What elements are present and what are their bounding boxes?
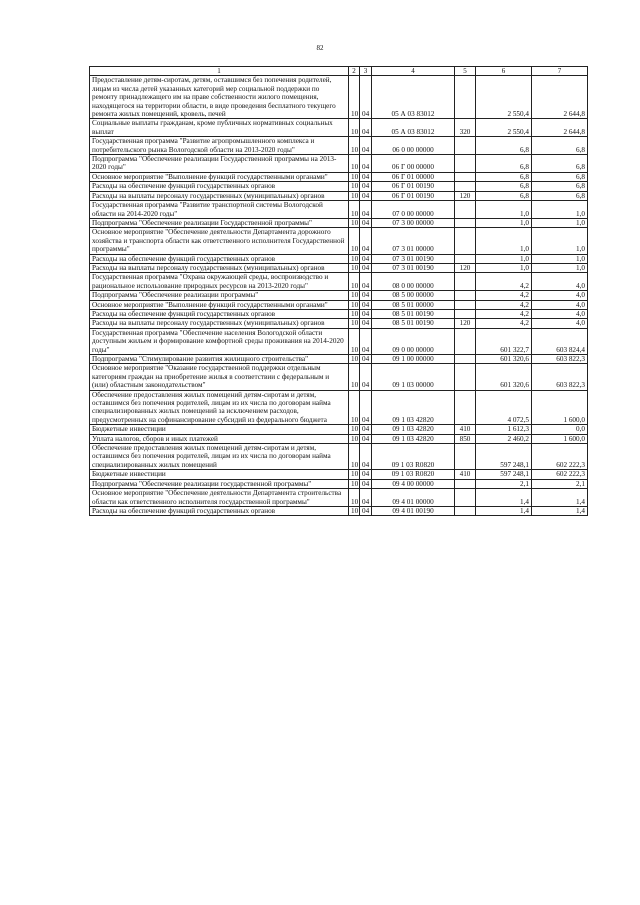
column-header: 7 xyxy=(532,67,588,76)
table-row xyxy=(90,119,588,137)
amount-year1-cell: 1 612,3 xyxy=(476,425,532,434)
row-name-cell: Обеспечение предоставления жилых помещений детям-сиротам и детям, оставшимся без попечения родителей, лицам из их числа по договорам найма специализированных жилых помещений xyxy=(90,444,349,470)
target-article-cell: 06 Г 01 00190 xyxy=(372,182,455,191)
amount-year2-cell: 1 600,0 xyxy=(532,434,588,443)
row-name-cell: Государственная программа "Развитие агропромышленного комплекса и потребительского рынка Вологодской области на 2013-2020 годы" xyxy=(90,137,349,155)
expense-type-cell: 120 xyxy=(455,191,476,200)
expense-type-cell xyxy=(455,155,476,173)
subsection-code-cell: 04 xyxy=(360,172,372,181)
section-code-cell: 10 xyxy=(349,172,360,181)
section-code-cell: 10 xyxy=(349,263,360,272)
table-row xyxy=(90,291,588,300)
amount-year1-cell: 597 248,1 xyxy=(476,470,532,479)
amount-year2-cell: 602 222,3 xyxy=(532,470,588,479)
row-name-cell: Обеспечение предоставления жилых помещений детям-сиротам и детям, оставшимся без попечения родителей, лицам из их числа по договорам найма специализированных жилых помещений за исключением расходов, предусмотренных на софинансирование субсидий из федерального бюджета xyxy=(90,390,349,425)
target-article-cell: 09 1 03 42820 xyxy=(372,434,455,443)
subsection-code-cell: 04 xyxy=(360,328,372,354)
amount-year1-cell: 4 072,5 xyxy=(476,390,532,425)
table-row xyxy=(90,425,588,434)
row-name-cell: Бюджетные инвестиции xyxy=(90,470,349,479)
target-article-cell: 09 1 03 42820 xyxy=(372,390,455,425)
amount-year1-cell: 2,1 xyxy=(476,479,532,488)
section-code-cell: 10 xyxy=(349,444,360,470)
row-name-cell: Государственная программа "Развитие транспортной системы Вологодской области на 2014-2020 годы" xyxy=(90,201,349,219)
target-article-cell: 07 3 00 00000 xyxy=(372,218,455,227)
amount-year1-cell: 601 320,6 xyxy=(476,364,532,390)
row-name-cell: Предоставление детям-сиротам, детям, оставшимся без попечения родителей, лицам из числа детей указанных категорий мер социальной поддержки по ремонту принадлежащего им на праве собственности жилого помещения, находящегося на территории области, в виде проведения бесплатного текущего ремонта жилых помещений, кровель, печей xyxy=(90,76,349,119)
expense-type-cell xyxy=(455,489,476,507)
amount-year1-cell: 4,2 xyxy=(476,319,532,328)
table-body xyxy=(90,76,588,516)
row-name-cell: Расходы на выплаты персоналу государственных (муниципальных) органов xyxy=(90,191,349,200)
expense-type-cell: 410 xyxy=(455,470,476,479)
target-article-cell: 09 4 00 00000 xyxy=(372,479,455,488)
section-code-cell: 10 xyxy=(349,201,360,219)
row-name-cell: Государственная программа "Обеспечение населения Вологодской области доступным жильем и формирование комфортной среды проживания на 2014-2020 годы" xyxy=(90,328,349,354)
expense-type-cell xyxy=(455,309,476,318)
expense-type-cell xyxy=(455,254,476,263)
subsection-code-cell: 04 xyxy=(360,273,372,291)
amount-year2-cell: 1,4 xyxy=(532,506,588,515)
subsection-code-cell: 04 xyxy=(360,182,372,191)
amount-year2-cell: 6,8 xyxy=(532,172,588,181)
row-name-cell: Уплата налогов, сборов и иных платежей xyxy=(90,434,349,443)
section-code-cell: 10 xyxy=(349,76,360,119)
amount-year1-cell: 601 322,7 xyxy=(476,328,532,354)
column-header: 5 xyxy=(455,67,476,76)
amount-year1-cell: 1,0 xyxy=(476,254,532,263)
target-article-cell: 09 1 00 00000 xyxy=(372,355,455,364)
section-code-cell: 10 xyxy=(349,300,360,309)
expense-type-cell xyxy=(455,201,476,219)
amount-year2-cell: 1,0 xyxy=(532,201,588,219)
target-article-cell: 08 5 01 00190 xyxy=(372,319,455,328)
target-article-cell: 07 3 01 00000 xyxy=(372,228,455,254)
target-article-cell: 09 1 03 R0820 xyxy=(372,470,455,479)
section-code-cell: 10 xyxy=(349,119,360,137)
expense-type-cell: 120 xyxy=(455,263,476,272)
table-row xyxy=(90,76,588,119)
table-row xyxy=(90,319,588,328)
amount-year2-cell: 603 824,4 xyxy=(532,328,588,354)
section-code-cell: 10 xyxy=(349,425,360,434)
target-article-cell: 09 0 00 00000 xyxy=(372,328,455,354)
expense-type-cell: 410 xyxy=(455,425,476,434)
subsection-code-cell: 04 xyxy=(360,319,372,328)
expense-type-cell: 120 xyxy=(455,319,476,328)
row-name-cell: Основное мероприятие "Обеспечение деятельности Департамента дорожного хозяйства и транспорта области как ответственного исполнителя Государственной программы" xyxy=(90,228,349,254)
expense-type-cell xyxy=(455,300,476,309)
table-row xyxy=(90,300,588,309)
subsection-code-cell: 04 xyxy=(360,364,372,390)
subsection-code-cell: 04 xyxy=(360,218,372,227)
section-code-cell: 10 xyxy=(349,364,360,390)
amount-year1-cell: 1,0 xyxy=(476,228,532,254)
row-name-cell: Основное мероприятие "Оказание государственной поддержки отдельным категориям граждан на приобретение жилья в соответствии с федеральным и (или) областным законодательством" xyxy=(90,364,349,390)
expense-type-cell xyxy=(455,172,476,181)
amount-year2-cell: 1,0 xyxy=(532,218,588,227)
section-code-cell: 10 xyxy=(349,182,360,191)
table-row xyxy=(90,137,588,155)
budget-table xyxy=(89,66,588,516)
amount-year1-cell: 1,0 xyxy=(476,263,532,272)
table-row xyxy=(90,470,588,479)
table-row xyxy=(90,355,588,364)
subsection-code-cell: 04 xyxy=(360,155,372,173)
section-code-cell: 10 xyxy=(349,137,360,155)
target-article-cell: 08 5 01 00000 xyxy=(372,300,455,309)
amount-year2-cell: 6,8 xyxy=(532,137,588,155)
section-code-cell: 10 xyxy=(349,470,360,479)
amount-year1-cell: 6,8 xyxy=(476,155,532,173)
table-row xyxy=(90,489,588,507)
table-row xyxy=(90,479,588,488)
amount-year1-cell: 4,2 xyxy=(476,291,532,300)
amount-year2-cell: 603 822,3 xyxy=(532,355,588,364)
row-name-cell: Бюджетные инвестиции xyxy=(90,425,349,434)
target-article-cell: 09 1 03 00000 xyxy=(372,364,455,390)
expense-type-cell xyxy=(455,479,476,488)
row-name-cell: Основное мероприятие "Выполнение функций государственными органами" xyxy=(90,300,349,309)
expense-type-cell xyxy=(455,228,476,254)
section-code-cell: 10 xyxy=(349,228,360,254)
expense-type-cell xyxy=(455,506,476,515)
expense-type-cell xyxy=(455,218,476,227)
table-header-row xyxy=(90,67,588,76)
row-name-cell: Расходы на обеспечение функций государственных органов xyxy=(90,182,349,191)
target-article-cell: 09 1 03 42820 xyxy=(372,425,455,434)
amount-year1-cell: 1,0 xyxy=(476,201,532,219)
expense-type-cell xyxy=(455,390,476,425)
subsection-code-cell: 04 xyxy=(360,291,372,300)
amount-year2-cell: 1,0 xyxy=(532,254,588,263)
section-code-cell: 10 xyxy=(349,273,360,291)
amount-year2-cell: 0,0 xyxy=(532,425,588,434)
column-header: 2 xyxy=(349,67,360,76)
expense-type-cell xyxy=(455,355,476,364)
table-row xyxy=(90,506,588,515)
column-header: 4 xyxy=(372,67,455,76)
amount-year2-cell: 1 600,0 xyxy=(532,390,588,425)
row-name-cell: Подпрограмма "Обеспечение реализации программы" xyxy=(90,291,349,300)
section-code-cell: 10 xyxy=(349,218,360,227)
subsection-code-cell: 04 xyxy=(360,506,372,515)
amount-year1-cell: 6,8 xyxy=(476,182,532,191)
amount-year1-cell: 4,2 xyxy=(476,300,532,309)
row-name-cell: Расходы на обеспечение функций государственных органов xyxy=(90,506,349,515)
amount-year2-cell: 2,1 xyxy=(532,479,588,488)
expense-type-cell xyxy=(455,291,476,300)
subsection-code-cell: 04 xyxy=(360,309,372,318)
row-name-cell: Расходы на обеспечение функций государственных органов xyxy=(90,254,349,263)
amount-year2-cell: 602 222,3 xyxy=(532,444,588,470)
section-code-cell: 10 xyxy=(349,506,360,515)
subsection-code-cell: 04 xyxy=(360,254,372,263)
table-row xyxy=(90,182,588,191)
target-article-cell: 05 А 03 83012 xyxy=(372,119,455,137)
target-article-cell: 07 0 00 00000 xyxy=(372,201,455,219)
target-article-cell: 06 Г 00 00000 xyxy=(372,155,455,173)
section-code-cell: 10 xyxy=(349,355,360,364)
amount-year2-cell: 4,0 xyxy=(532,291,588,300)
table-row xyxy=(90,254,588,263)
section-code-cell: 10 xyxy=(349,390,360,425)
column-header: 6 xyxy=(476,67,532,76)
row-name-cell: Социальные выплаты гражданам, кроме публичных нормативных социальных выплат xyxy=(90,119,349,137)
subsection-code-cell: 04 xyxy=(360,434,372,443)
page-number: 82 xyxy=(316,44,324,52)
amount-year2-cell: 6,8 xyxy=(532,191,588,200)
row-name-cell: Основное мероприятие "Выполнение функций государственными органами" xyxy=(90,172,349,181)
subsection-code-cell: 04 xyxy=(360,444,372,470)
target-article-cell: 06 Г 01 00190 xyxy=(372,191,455,200)
expense-type-cell xyxy=(455,76,476,119)
expense-type-cell xyxy=(455,273,476,291)
subsection-code-cell: 04 xyxy=(360,201,372,219)
table-row xyxy=(90,155,588,173)
row-name-cell: Подпрограмма "Стимулирование развития жилищного строительства" xyxy=(90,355,349,364)
section-code-cell: 10 xyxy=(349,155,360,173)
section-code-cell: 10 xyxy=(349,309,360,318)
row-name-cell: Расходы на выплаты персоналу государственных (муниципальных) органов xyxy=(90,263,349,272)
amount-year1-cell: 2 460,2 xyxy=(476,434,532,443)
expense-type-cell xyxy=(455,182,476,191)
target-article-cell: 05 А 03 83012 xyxy=(372,76,455,119)
column-header: 3 xyxy=(360,67,372,76)
subsection-code-cell: 04 xyxy=(360,263,372,272)
expense-type-cell xyxy=(455,137,476,155)
subsection-code-cell: 04 xyxy=(360,300,372,309)
subsection-code-cell: 04 xyxy=(360,390,372,425)
amount-year2-cell: 603 822,3 xyxy=(532,364,588,390)
target-article-cell: 08 0 00 00000 xyxy=(372,273,455,291)
row-name-cell: Государственная программа "Охрана окружающей среды, воспроизводство и рациональное использование природных ресурсов на 2013-2020 годы" xyxy=(90,273,349,291)
expense-type-cell xyxy=(455,364,476,390)
amount-year2-cell: 4,0 xyxy=(532,273,588,291)
subsection-code-cell: 04 xyxy=(360,470,372,479)
table-row xyxy=(90,172,588,181)
expense-type-cell xyxy=(455,444,476,470)
amount-year1-cell: 6,8 xyxy=(476,172,532,181)
table-row xyxy=(90,228,588,254)
section-code-cell: 10 xyxy=(349,319,360,328)
table-row xyxy=(90,328,588,354)
amount-year2-cell: 1,0 xyxy=(532,228,588,254)
section-code-cell: 10 xyxy=(349,479,360,488)
target-article-cell: 09 4 01 00190 xyxy=(372,506,455,515)
subsection-code-cell: 04 xyxy=(360,489,372,507)
target-article-cell: 09 4 01 00000 xyxy=(372,489,455,507)
table-row xyxy=(90,444,588,470)
table-row xyxy=(90,273,588,291)
row-name-cell: Расходы на обеспечение функций государственных органов xyxy=(90,309,349,318)
expense-type-cell: 850 xyxy=(455,434,476,443)
table-row xyxy=(90,191,588,200)
target-article-cell: 08 5 01 00190 xyxy=(372,309,455,318)
subsection-code-cell: 04 xyxy=(360,425,372,434)
column-header: 1 xyxy=(90,67,349,76)
row-name-cell: Подпрограмма "Обеспечение реализации Государственной программы" xyxy=(90,218,349,227)
table-row xyxy=(90,201,588,219)
amount-year1-cell: 601 320,6 xyxy=(476,355,532,364)
expense-type-cell xyxy=(455,328,476,354)
section-code-cell: 10 xyxy=(349,434,360,443)
amount-year1-cell: 6,8 xyxy=(476,191,532,200)
amount-year2-cell: 2 644,8 xyxy=(532,76,588,119)
row-name-cell: Подпрограмма "Обеспечение реализации Государственной программы на 2013-2020 годы" xyxy=(90,155,349,173)
section-code-cell: 10 xyxy=(349,291,360,300)
table-row xyxy=(90,434,588,443)
table-row xyxy=(90,263,588,272)
amount-year1-cell: 2 550,4 xyxy=(476,119,532,137)
amount-year1-cell: 597 248,1 xyxy=(476,444,532,470)
amount-year2-cell: 6,8 xyxy=(532,182,588,191)
row-name-cell: Подпрограмма "Обеспечение реализации государственной программы" xyxy=(90,479,349,488)
subsection-code-cell: 04 xyxy=(360,479,372,488)
subsection-code-cell: 04 xyxy=(360,119,372,137)
amount-year2-cell: 4,0 xyxy=(532,319,588,328)
section-code-cell: 10 xyxy=(349,328,360,354)
target-article-cell: 09 1 03 R0820 xyxy=(372,444,455,470)
amount-year1-cell: 1,4 xyxy=(476,506,532,515)
section-code-cell: 10 xyxy=(349,489,360,507)
subsection-code-cell: 04 xyxy=(360,355,372,364)
section-code-cell: 10 xyxy=(349,254,360,263)
subsection-code-cell: 04 xyxy=(360,191,372,200)
table-row xyxy=(90,390,588,425)
table-row xyxy=(90,364,588,390)
row-name-cell: Основное мероприятие "Обеспечение деятельности Департамента строительства области как ответственного исполнителя государственной программы" xyxy=(90,489,349,507)
target-article-cell: 06 0 00 00000 xyxy=(372,137,455,155)
subsection-code-cell: 04 xyxy=(360,228,372,254)
subsection-code-cell: 04 xyxy=(360,76,372,119)
amount-year2-cell: 1,4 xyxy=(532,489,588,507)
amount-year2-cell: 4,0 xyxy=(532,300,588,309)
amount-year2-cell: 2 644,8 xyxy=(532,119,588,137)
section-code-cell: 10 xyxy=(349,191,360,200)
amount-year1-cell: 4,2 xyxy=(476,273,532,291)
amount-year2-cell: 4,0 xyxy=(532,309,588,318)
amount-year2-cell: 1,0 xyxy=(532,263,588,272)
target-article-cell: 07 3 01 00190 xyxy=(372,263,455,272)
expense-type-cell: 320 xyxy=(455,119,476,137)
table-row xyxy=(90,309,588,318)
row-name-cell: Расходы на выплаты персоналу государственных (муниципальных) органов xyxy=(90,319,349,328)
amount-year1-cell: 2 550,4 xyxy=(476,76,532,119)
amount-year1-cell: 4,2 xyxy=(476,309,532,318)
subsection-code-cell: 04 xyxy=(360,137,372,155)
target-article-cell: 08 5 00 00000 xyxy=(372,291,455,300)
amount-year1-cell: 6,8 xyxy=(476,137,532,155)
target-article-cell: 06 Г 01 00000 xyxy=(372,172,455,181)
table-row xyxy=(90,218,588,227)
amount-year1-cell: 1,4 xyxy=(476,489,532,507)
amount-year1-cell: 1,0 xyxy=(476,218,532,227)
target-article-cell: 07 3 01 00190 xyxy=(372,254,455,263)
amount-year2-cell: 6,8 xyxy=(532,155,588,173)
